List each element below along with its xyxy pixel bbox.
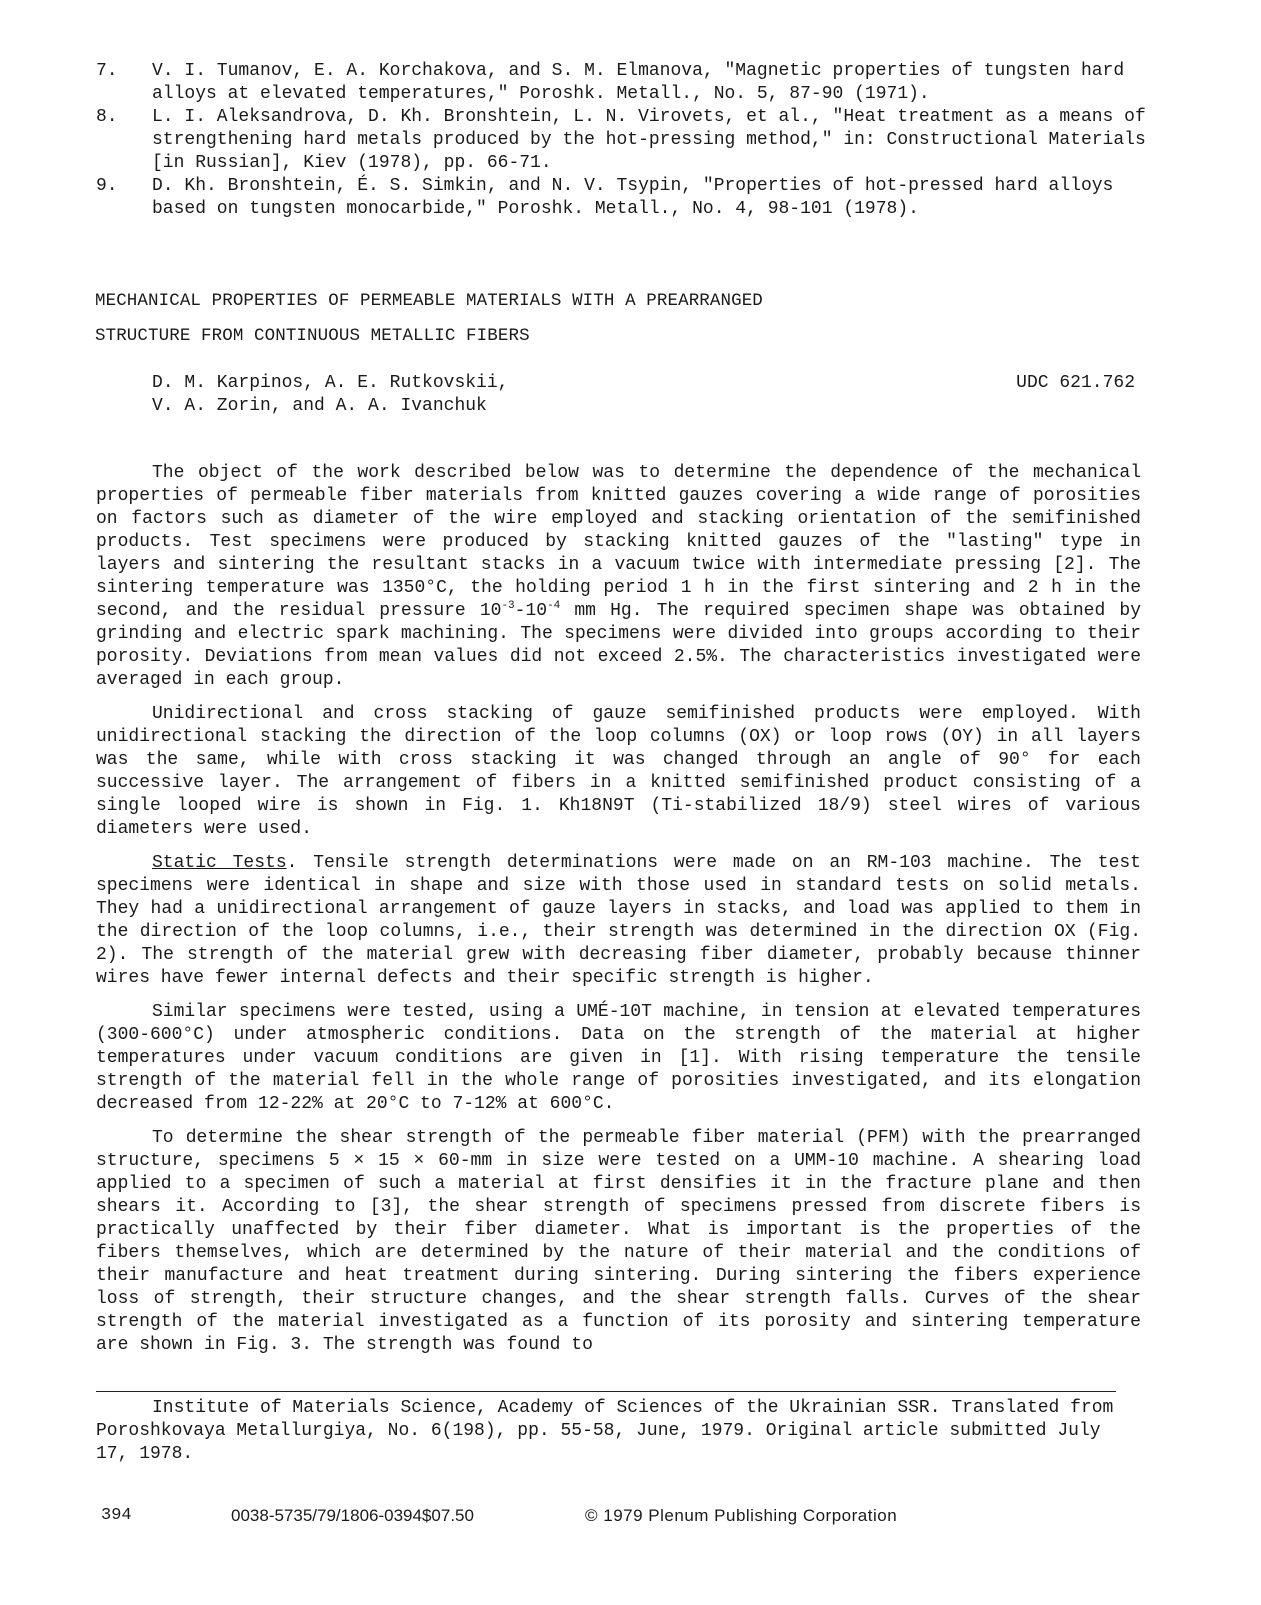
- reference-number: 7.: [96, 61, 118, 81]
- reference-text: L. I. Aleksandrova, D. Kh. Bronshtein, L. N. Virovets, et al., "Heat treatment as a means of strengthening hard metals produced by the hot-pressing method," in: Constructional Materials [in Russian], Kiev (1978), pp. 66-71.: [152, 107, 1146, 173]
- reference-item: [96, 175, 1176, 221]
- paragraph-text: The object of the work described below was to determine the dependence of the mechanical properties of permeable fiber materials from knitted gauzes covering a wide range of porosities on factors such as diameter of the wire employed and stacking orientation of the semifinished products. Test specimens were produced by stacking knitted gauzes of the "lasting" type in layers and sintering the resultant stacks in a vacuum twice with intermediate pressing [2]. The sintering temperature was 1350°C, the holding period 1 h in the first sintering and 2 h in the second, and the residual pressure 10: [96, 463, 1141, 621]
- reference-item: [96, 60, 1176, 106]
- reference-item: [96, 106, 1176, 175]
- authors-line-1: D. M. Karpinos, A. E. Rutkovskii,: [152, 373, 509, 393]
- page-footer: [0, 1506, 1261, 1530]
- reference-number: 8.: [96, 107, 118, 127]
- paragraph-elevated-temperature: Similar specimens were tested, using a UMÉ-10T machine, in tension at elevated temperatures (300-600°C) under atmospheric conditions. Data on the strength of the material at higher temperatures under vacuum conditions are given in [1]. With rising temperature the tensile strength of the material fell in the whole range of porosities investigated, and its elongation decreased from 12-22% at 20°C to 7-12% at 600°C.: [96, 1002, 1141, 1114]
- footnote-divider: [96, 1391, 1116, 1392]
- udc-code: UDC 621.762: [1016, 373, 1135, 393]
- article-title-line-1: MECHANICAL PROPERTIES OF PERMEABLE MATERIALS WITH A PREARRANGED: [95, 291, 763, 311]
- section-heading-static-tests: Static Tests: [152, 853, 287, 873]
- reference-number: 9.: [96, 176, 118, 196]
- paragraph-text: mm Hg. The required specimen shape was obtained by grinding and electric spark machining. The specimens were divided into groups according to their porosity. Deviations from mean values did not exceed 2.5%. The characteristics investigated were averaged in each group.: [96, 601, 1141, 690]
- paragraph-static-tests: [96, 852, 1141, 990]
- exponent: -3: [501, 600, 515, 612]
- paragraph-text: . Tensile strength determinations were made on an RM-103 machine. The test specimens were identical in shape and size with those used in standard tests on solid metals. They had a unidirectional arrangement of gauze layers in stacks, and load was applied to them in the direction of the loop columns, i.e., their strength was determined in the direction OX (Fig. 2). The strength of the material grew with decreasing fiber diameter, probably because thinner wires have fewer internal defects and their specific strength is higher.: [96, 853, 1141, 988]
- paragraph-shear-strength: To determine the shear strength of the permeable fiber material (PFM) with the prearranged structure, specimens 5 × 15 × 60-mm in size were tested on a UMM-10 machine. A shearing load applied to a specimen of such a material at first densifies it in the fracture plane and then shears it. According to [3], the shear strength of specimens pressed from discrete fibers is practically unaffected by their fiber diameter. What is important is the properties of the fibers themselves, which are determined by the nature of their material and the conditions of their manufacture and heat treatment during sintering. During sintering the fibers experience loss of strength, their structure changes, and the shear strength falls. Curves of the shear strength of the material investigated as a function of its porosity and sintering temperature are shown in Fig. 3. The strength was found to: [96, 1128, 1141, 1355]
- issn-code: 0038-5735/79/1806-0394$07.50: [231, 1506, 474, 1525]
- reference-text: D. Kh. Bronshtein, É. S. Simkin, and N. V. Tsypin, "Properties of hot-pressed hard alloys based on tungsten monocarbide," Poroshk. Metall., No. 4, 98-101 (1978).: [152, 176, 1114, 219]
- paragraph-stacking: Unidirectional and cross stacking of gauze semifinished products were employed. With unidirectional stacking the direction of the loop columns (OX) or loop rows (OY) in all layers was the same, while with cross stacking it was changed through an angle of 90° for each successive layer. The arrangement of fibers in a knitted semifinished product consisting of a single looped wire is shown in Fig. 1. Kh18N9T (Ti-stabilized 18/9) steel wires of various diameters were used.: [96, 704, 1141, 839]
- footnote: Institute of Materials Science, Academy of Sciences of the Ukrainian SSR. Translated from Poroshkovaya Metallurgiya, No. 6(198), pp. 55-58, June, 1979. Original article submitted July 17, 1978.: [96, 1398, 1114, 1464]
- reference-text: V. I. Tumanov, E. A. Korchakova, and S. M. Elmanova, "Magnetic properties of tungsten hard alloys at elevated temperatures," Poroshk. Metall., No. 5, 87-90 (1971).: [152, 61, 1125, 104]
- paragraph-text: -10: [514, 601, 548, 621]
- reference-list: [96, 60, 1176, 221]
- page-number: 394: [101, 1506, 132, 1525]
- article-title-line-2: STRUCTURE FROM CONTINUOUS METALLIC FIBERS: [95, 326, 530, 346]
- article-body: [96, 462, 1141, 1368]
- exponent: -4: [547, 600, 561, 612]
- author-list: [152, 372, 508, 418]
- paragraph-intro: [96, 462, 1141, 692]
- authors-line-2: V. A. Zorin, and A. A. Ivanchuk: [152, 396, 487, 416]
- copyright-notice: © 1979 Plenum Publishing Corporation: [585, 1506, 898, 1525]
